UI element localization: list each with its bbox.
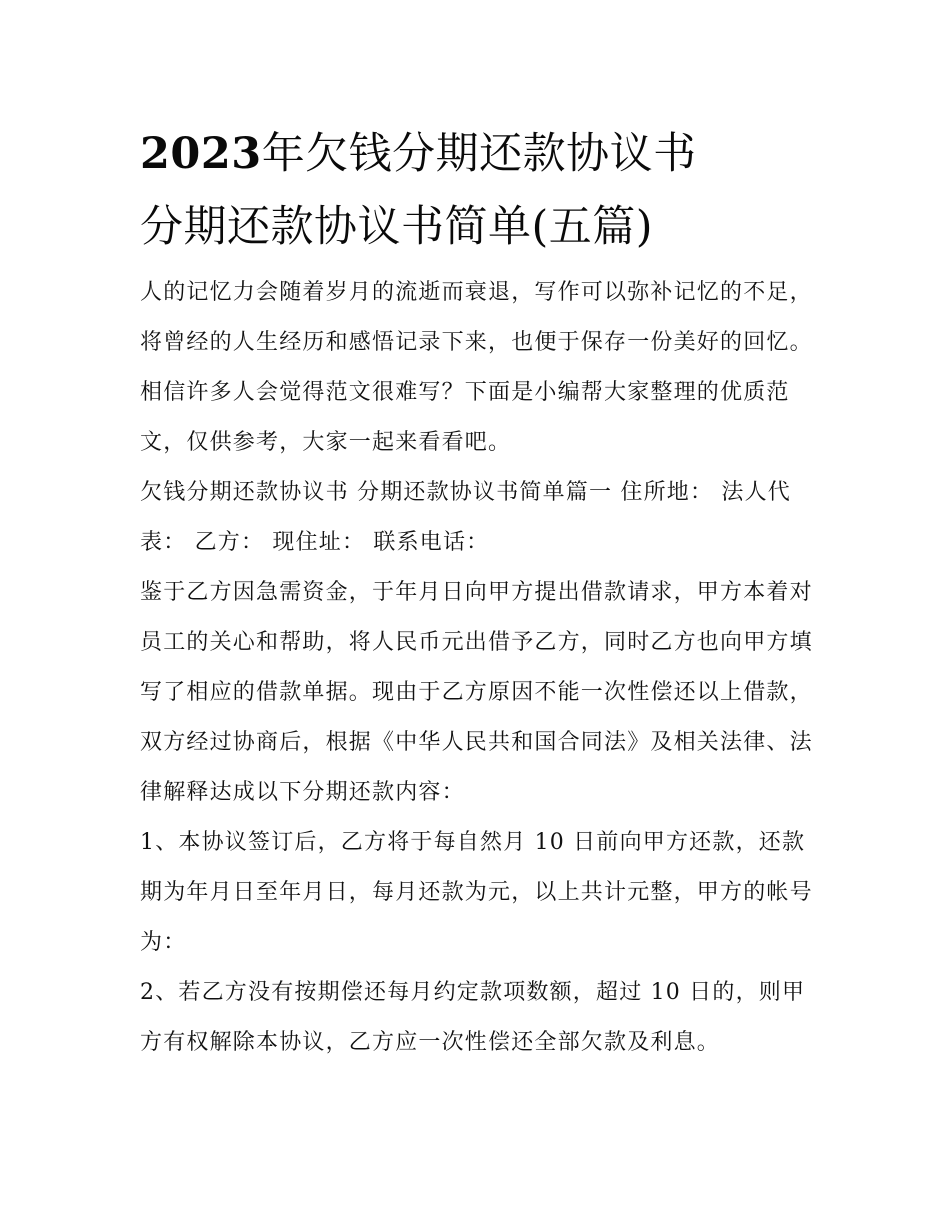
parties-paragraph: 欠钱分期还款协议书 分期还款协议书简单篇一 住所地： 法人代表： 乙方： 现住址： 联系电话： xyxy=(140,480,791,555)
background-paragraph: 鉴于乙方因急需资金，于年月日向甲方提出借款请求，甲方本着对员工的关心和帮助，将人民币元出借予乙方，同时乙方也向甲方填写了相应的借款单据。现由于乙方原因不能一次性偿还以上借款，双方经过协商后，根据《中华人民共和国合同法》及相关法律、法律解释达成以下分期还款内容： xyxy=(140,580,813,805)
intro-paragraph: 人的记忆力会随着岁月的流逝而衰退，写作可以弥补记忆的不足，将曾经的人生经历和感悟记录下来，也便于保存一份美好的回忆。相信许多人会觉得范文很难写？下面是小编帮大家整理的优质范文，仅供参考，大家一起来看看吧。 xyxy=(140,280,813,455)
clause-1-paragraph: 1、本协议签订后，乙方将于每自然月 10 日前向甲方还款，还款期为年月日至年月日，每月还款为元，以上共计元整，甲方的帐号为： xyxy=(140,830,813,955)
document-body xyxy=(140,118,820,1068)
title-line-1-text: 年欠钱分期还款协议书 xyxy=(261,129,697,179)
title-year: 2023 xyxy=(140,129,262,179)
title-line-2: 分期还款协议书简单(五篇) xyxy=(140,202,654,252)
clause-2-paragraph: 2、若乙方没有按期偿还每月约定款项数额，超过 10 日的，则甲方有权解除本协议，乙方应一次性偿还全部欠款及利息。 xyxy=(140,980,806,1055)
document-title xyxy=(140,118,820,264)
title-line-1 xyxy=(140,118,820,191)
